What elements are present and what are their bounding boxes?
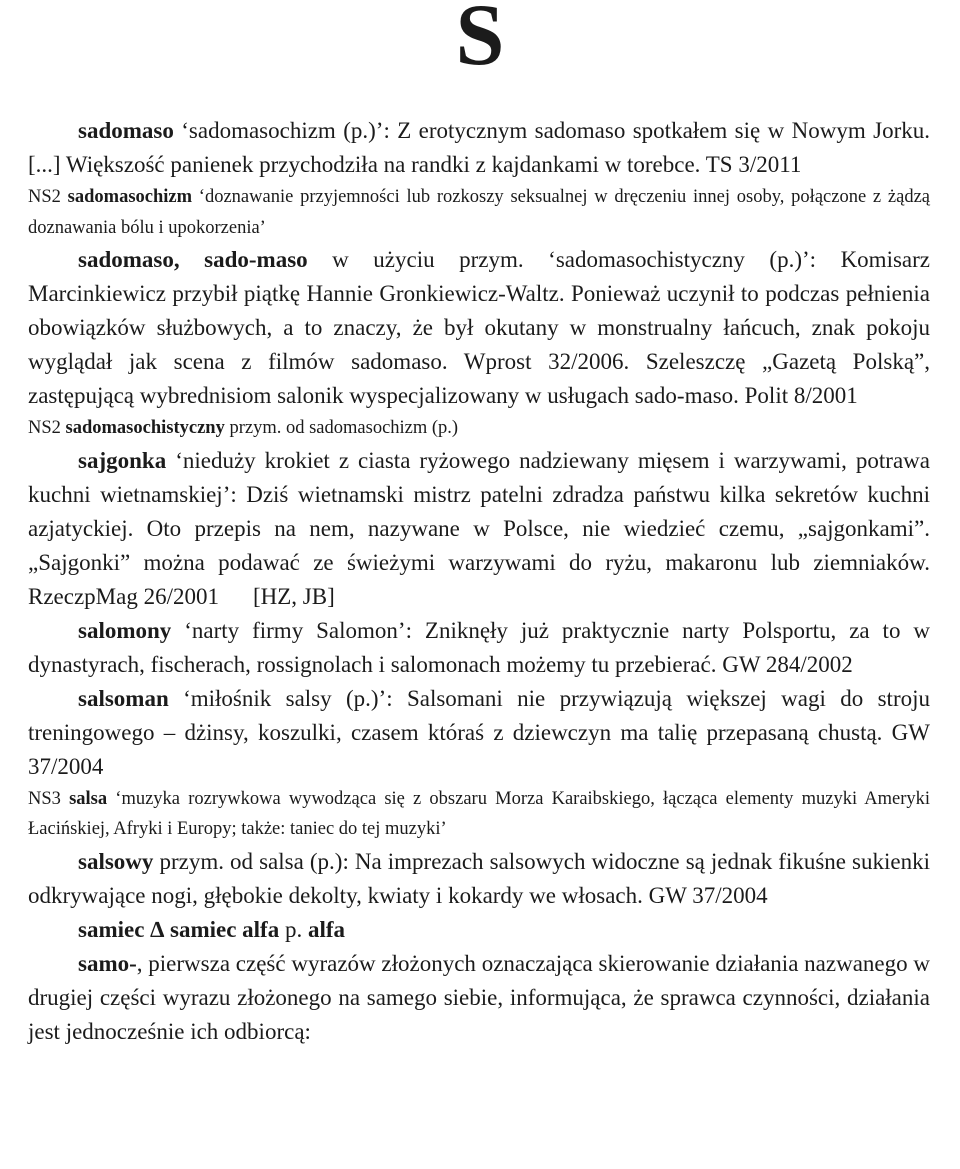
entry-text: ‘sadomasochizm (p.)’: Z erotycznym sadomaso spotkałem się w Nowym Jorku. [...] Większość panienek przychodziła na randki z kajdankami w torebce. TS 3/2011 (28, 118, 930, 177)
entry-ns2-sadomasochizm (28, 182, 930, 243)
headword: sadomasochizm (67, 187, 193, 207)
entry-label: NS2 (28, 187, 68, 207)
headword: samiec ∆ samiec alfa (78, 916, 280, 942)
entry-sadomaso (28, 114, 930, 182)
entry-text: p. (279, 916, 308, 942)
entry-text: przym. od salsa (p.): Na imprezach salsowych widoczne są jednak fikuśne sukienki odkrywające nogi, głębokie dekolty, kwiaty i kokardy we włosach. GW 37/2004 (28, 848, 930, 908)
entry-text: ‘miłośnik salsy (p.)’: Salsomani nie przywiązują większej wagi do stroju treningowego – dżinsy, koszulki, czasem któraś z dziewczyn ma talię przepasaną chustą. GW 37/2004 (28, 685, 930, 779)
entry-salsoman (28, 682, 930, 784)
headword: salsoman (78, 685, 169, 711)
entry-samo (28, 947, 930, 1049)
entry-sado-maso (28, 243, 930, 413)
dictionary-page (28, 114, 930, 1049)
entry-text: w użyciu przym. ‘sadomasochistyczny (p.)’: Komisarz Marcinkiewicz przybił piątkę Hannie Gronkiewicz-Waltz. Ponieważ uczynił to podczas pełnienia obowiązków służbowych, a to znaczy, że był okutany w monstrualny łańcuch, znak pokoju wyglądał jak scena z filmów sadomaso. Wprost 32/2006. Szeleszczę „Gazetą Polską”, zastępującą wybrednisiom salonik wyspecjalizowany w usługach sado-maso. Polit 8/2001 (28, 247, 930, 408)
entry-sajgonka (28, 444, 930, 614)
author-initials: [HZ, JB] (252, 583, 335, 609)
entry-samiec (28, 913, 930, 947)
entry-text: ‘muzyka rozrywkowa wywodząca się z obszaru Morza Karaibskiego, łącząca elementy muzyki Ameryki Łacińskiej, Afryki i Europy; także: taniec do tej muzyki’ (28, 788, 930, 839)
entry-text: ‘narty firmy Salomon’: Zniknęły już praktycznie narty Polsportu, za to w dynastyrach, fischerach, rossignolach i salomonach możemy tu przebierać. GW 284/2002 (28, 617, 930, 677)
entry-salsowy (28, 845, 930, 913)
entry-text: ‘nieduży krokiet z ciasta ryżowego nadziewany mięsem i warzywami, potrawa kuchni wietnamskiej’: Dziś wietnamski mistrz patelni zdradza państwu kilka sekretów kuchni azjatyckiej. Oto przepis na nem, nazywane w Polsce, nie wiedzieć czemu, „sajgonkami”. „Sajgonki” można podawać ze świeżymi warzywami do ryżu, makaronu lub ziemniaków. RzeczpMag 26/2001 (28, 447, 930, 609)
headword: sadomaso, sado-maso (78, 247, 308, 272)
entry-text: przym. od sadomasochizm (p.) (224, 418, 459, 438)
entry-ns2-sadomasochistyczny (28, 413, 930, 444)
headword: sadomaso (78, 118, 174, 143)
entry-label: NS3 (28, 788, 70, 809)
headword: samo- (78, 950, 137, 976)
headword: sadomasochistyczny (65, 418, 225, 438)
entry-ns3-salsa (28, 784, 930, 845)
entry-label: NS2 (28, 418, 66, 438)
headword: salomony (78, 617, 172, 643)
entry-salomony (28, 614, 930, 682)
entry-text: ‘doznawanie przyjemności lub rozkoszy seksualnej w dręczeniu innej osoby, połączone z żądzą doznawania bólu i upokorzenia’ (28, 187, 930, 238)
headword: salsa (69, 788, 108, 809)
entry-text: , pierwsza część wyrazów złożonych oznaczająca skierowanie działania nazwanego w drugiej części wyrazu złożonego na samego siebie, informująca, że sprawca czynności, działania jest jednocześnie ich odbiorcą: (28, 950, 930, 1044)
headword: sajgonka (78, 447, 167, 473)
section-letter: S (455, 0, 505, 84)
headword: salsowy (78, 848, 154, 874)
cross-reference: alfa (307, 916, 346, 942)
